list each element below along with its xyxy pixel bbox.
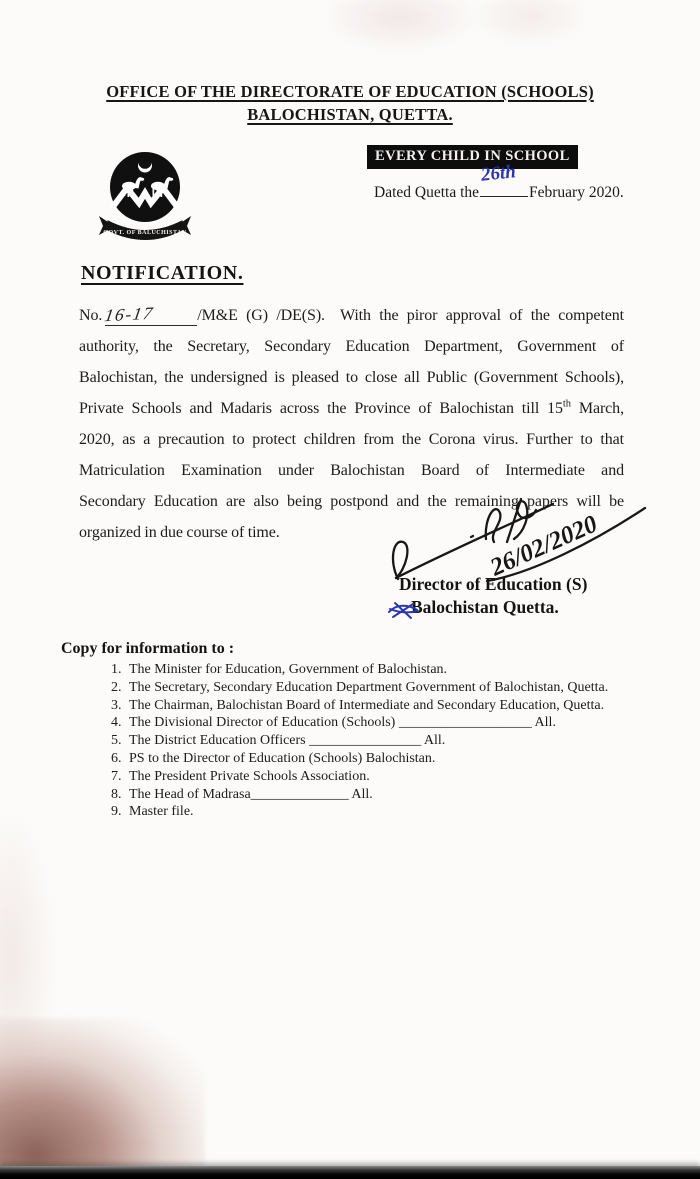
ref-label: No. (79, 307, 103, 324)
signatory-location: Balochistan Quetta. (411, 597, 559, 617)
copy-list-item-8: 8. The Head of Madrasa______________ All. (125, 786, 608, 804)
date-line-suffix: February 2020. (529, 184, 624, 201)
copy-list-item-7: 7. The President Private Schools Association. (125, 768, 608, 786)
scan-edge-bottom (0, 1166, 700, 1179)
copy-list-item-1: 1. The Minister for Education, Government of Balochistan. (125, 661, 608, 679)
motto-badge: EVERY CHILD IN SCHOOL (367, 145, 578, 169)
date-line-prefix: Dated Quetta the (374, 184, 480, 201)
notification-heading: NOTIFICATION. (81, 262, 244, 284)
body-line-5: 2020, as a precaution to protect children from the Corona virus. Further to that (79, 431, 624, 448)
body-line-7: Secondary Education are also being postpond and the remaining papers will be (79, 493, 624, 510)
handwritten-day: 26th (479, 161, 517, 186)
body-line-2: authority, the Secretary, Secondary Education Department, Government of (79, 338, 624, 355)
office-title-line1: OFFICE OF THE DIRECTORATE OF EDUCATION (SCHOOLS) (106, 82, 594, 101)
body-line-3: Balochistan, the undersigned is pleased to close all Public (Government Schools), (79, 369, 624, 386)
reference-line (79, 300, 624, 331)
ordinal-superscript: th (562, 398, 571, 410)
handwritten-ref-number: 16-17 (103, 302, 156, 326)
copy-list (92, 661, 608, 821)
scan-smudge-bottom-left (0, 1018, 205, 1173)
copy-list-item-9: 9. Master file. (125, 803, 608, 821)
blue-pen-mark-icon (386, 599, 420, 623)
crescent-icon (138, 156, 152, 173)
handwritten-signature-date: 26/02/2020 (486, 510, 602, 582)
copy-list-heading: Copy for information to : (61, 640, 235, 657)
copy-list-item-4: 4. The Divisional Director of Education (Schools) ___________________ All. (125, 714, 608, 732)
body-line-4-post: March, (570, 400, 624, 417)
body-line-6: Matriculation Examination under Balochistan Board of Intermediate and (79, 462, 624, 479)
ref-codes: /M&E (G) /DE(S). (197, 307, 325, 324)
notification-body (79, 300, 624, 548)
date-line (374, 161, 624, 202)
ref-number-blank (105, 304, 197, 326)
balochistan-emblem-logo (96, 148, 196, 252)
ribbon-banner-text: GOVT. OF BALUCHISTAN (103, 230, 187, 236)
copy-list-item-3: 3. The Chairman, Balochistan Board of Intermediate and Secondary Education, Quetta. (125, 697, 608, 715)
body-line-4-pre: Private Schools and Madaris across the Province of Balochistan till 15 (79, 400, 563, 417)
scan-smudge-top-right-2 (470, 0, 590, 46)
scan-smudge-top-right-1 (320, 0, 480, 52)
copy-list-item-2: 2. The Secretary, Secondary Education Department Government of Balochistan, Quetta. (125, 679, 608, 697)
copy-list-item-6: 6. PS to the Director of Education (Schools) Balochistan. (125, 750, 608, 768)
office-title-line2: BALOCHISTAN, QUETTA. (247, 105, 453, 124)
date-day-blank (479, 161, 528, 197)
copy-list-item-5: 5. The District Education Officers ________________ All. (125, 732, 608, 750)
body-line-8: organized in due course of time. (79, 524, 280, 541)
letterhead (0, 80, 700, 126)
body-line-1: With the piror approval of the competent (339, 307, 625, 324)
signatory-title: Director of Education (S) (399, 574, 588, 594)
body-line-4 (79, 393, 624, 424)
